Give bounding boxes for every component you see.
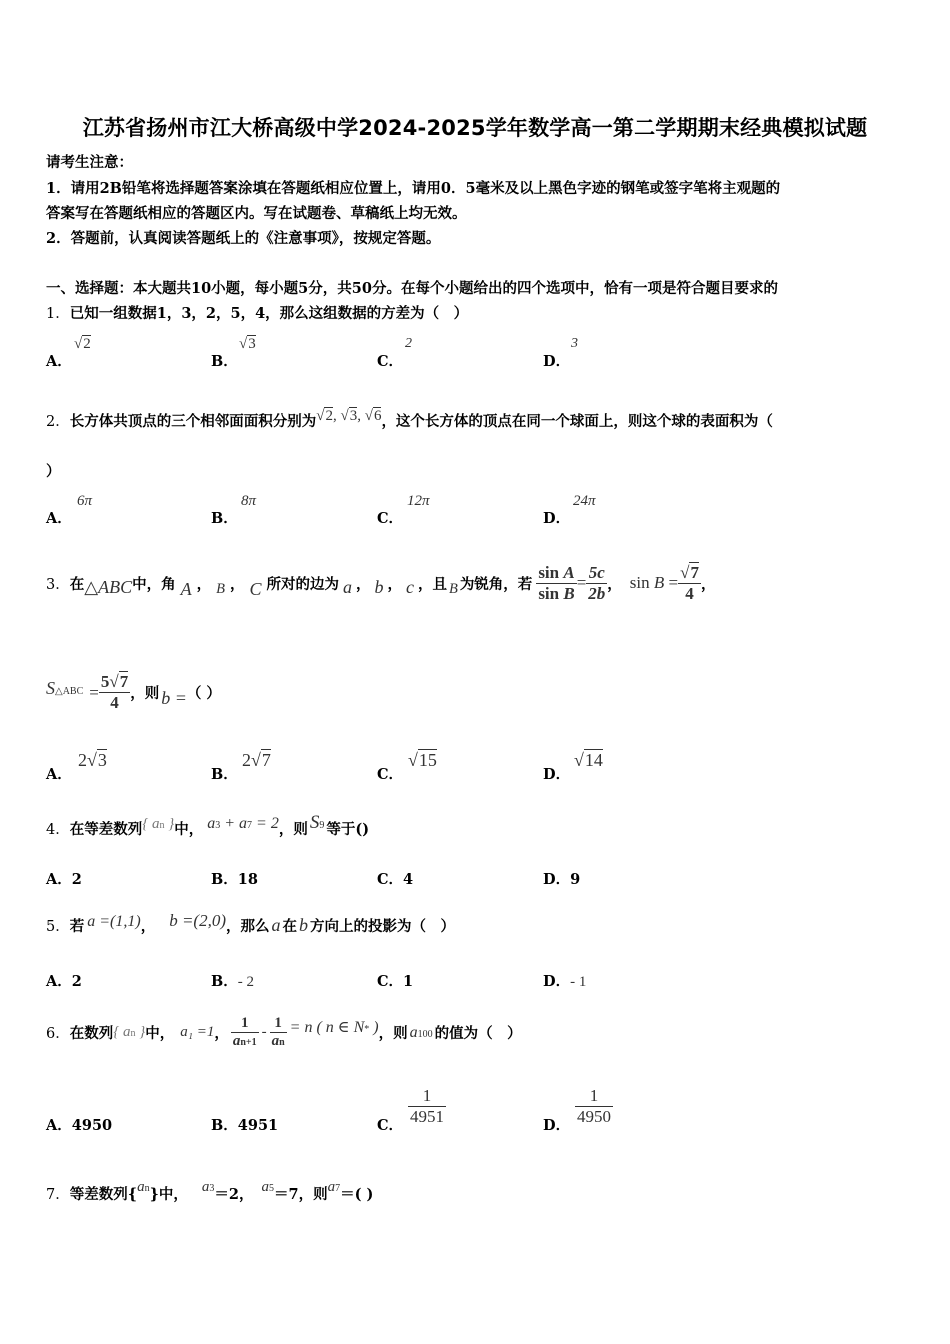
- notice-line-2: 2．答题前，认真阅读答题纸上的《注意事项》，按规定答题。: [46, 230, 441, 247]
- question-text: 已知一组数据1，3，2，5，4，那么这组数据的方差为（ ）: [69, 305, 469, 322]
- option-q2-a: 6π: [77, 493, 93, 509]
- option-q3-d: √14: [574, 750, 603, 770]
- option-label-d: D．: [543, 766, 571, 783]
- option-label-d: D．: [543, 1117, 571, 1134]
- sine-ratio-fraction: $\frac{\text{sin A}}{\text{sin B}}$: [538, 562, 575, 603]
- option-label-d: D．: [543, 510, 571, 527]
- question-3-cont: S△ABC = $\frac{5√7}{4}$ ，则 b = （ ）: [46, 672, 221, 712]
- question-5: 5． 若 a =(1,1) ， b =(2,0) ，那么 a 在 b 方向上的投影为（ ）: [46, 911, 455, 935]
- option-label-a: A．: [46, 353, 72, 370]
- notice-line-1b: 答案写在答题纸相应的答题区内。写在试题卷、草稿纸上均无效。: [46, 205, 467, 222]
- option-q6-d: $\frac{1}{4950}$: [577, 1086, 611, 1126]
- option-q4-c: C．4: [377, 871, 414, 888]
- question-2-cont: ）: [46, 463, 61, 480]
- option-q1-c: 2: [405, 336, 412, 351]
- notice-line-1a: 1．请用2B铅笔将选择题答案涂填在答题纸相应位置上，请用0．5毫米及以上黑色字迹的钢笔或签字笔将主观题的: [46, 180, 781, 197]
- first-term: a₁ =1: [180, 1024, 215, 1040]
- option-q2-c: 12π: [407, 493, 430, 509]
- option-q6-b: B．4951: [211, 1117, 279, 1134]
- option-label-a: A．: [46, 766, 72, 783]
- option-q4-d: D．9: [543, 871, 581, 888]
- option-label-c: C．: [377, 1117, 404, 1134]
- vector-a: a =(1,1): [87, 913, 141, 930]
- option-q4-a: A．2: [46, 871, 82, 888]
- question-4: 4． 在等差数列 { an } 中， a3 + a7 = 2 ，则 S9 等于(): [46, 812, 370, 838]
- option-q2-b: 8π: [241, 493, 257, 509]
- question-7: 7． 等差数列{ an }中， a3 ＝2， a5 ＝7，则 a7 ＝( ): [46, 1178, 374, 1203]
- option-q5-b: B．- 2: [211, 973, 255, 990]
- option-q1-d: 3: [571, 336, 578, 351]
- recurrence-fraction-1: $\frac{1}{an+1}$: [232, 1015, 257, 1049]
- recurrence-fraction-2: $\frac{1}{an}$: [271, 1015, 285, 1049]
- question-6: 6． 在数列 { an } 中， a₁ =1 ， $\frac{1}{an+1}$ - $\frac{1}{an}$ = n ( n ∈ N* ) ，则 a100 的值为（ ）: [46, 1015, 522, 1049]
- option-label-b: B．: [211, 510, 238, 527]
- sum-condition: a3 + a7 = 2: [207, 815, 279, 832]
- face-areas: √2, √3, √6: [316, 408, 382, 424]
- question-3: 3． 在 △ABC 中，角 A ， B ， C 所对的边为 a ， b ， c ，且 B 为锐角，若 $\frac{\text{sin A}}{\text{sin B}}$ = $\frac{5c}{2b}$ ， sin B = $\frac{√7}{4}$ ，: [46, 562, 716, 603]
- option-q3-c: √15: [408, 750, 437, 770]
- option-label-b: B．: [211, 353, 238, 370]
- option-q4-b: B．18: [211, 871, 258, 888]
- option-q2-d: 24π: [573, 493, 596, 509]
- option-q5-a: A．2: [46, 973, 82, 990]
- area-fraction: $\frac{5√7}{4}$: [100, 672, 129, 712]
- vector-b: b =(2,0): [169, 911, 226, 930]
- question-1: [46, 302, 468, 323]
- area-symbol: S△ABC: [46, 678, 84, 698]
- option-q1-b: √3: [239, 336, 256, 352]
- page-title: 江苏省扬州市江大桥高级中学2024-2025学年数学高一第二学期期末经典模拟试题: [82, 116, 868, 140]
- option-q6-c: $\frac{1}{4951}$: [410, 1086, 444, 1126]
- option-q5-d: D．- 1: [543, 973, 587, 990]
- question-2: 2．长方体共顶点的三个相邻面面积分别为√2, √3, √6，这个长方体的顶点在同一个球面上，则这个球的表面积为（: [46, 408, 773, 430]
- recurrence-rhs: = n ( n ∈ N* ): [289, 1018, 379, 1036]
- section-heading: 一、选择题：本大题共10小题，每小题5分，共50分。在每个小题给出的四个选项中，恰有一项是符合题目要求的: [46, 280, 778, 297]
- option-q1-a: √2: [74, 336, 91, 352]
- option-label-b: B．: [211, 766, 238, 783]
- option-label-c: C．: [377, 766, 404, 783]
- option-q3-a: 2√3: [78, 750, 107, 770]
- notice-heading: 请考生注意：: [46, 154, 133, 171]
- option-label-a: A．: [46, 510, 72, 527]
- option-label-d: D．: [543, 353, 571, 370]
- option-label-c: C．: [377, 353, 404, 370]
- option-q6-a: A．4950: [46, 1117, 113, 1134]
- sin-b-fraction: $\frac{√7}{4}$: [680, 562, 699, 603]
- option-q3-b: 2√7: [242, 750, 271, 770]
- question-number: 1．: [46, 306, 70, 322]
- triangle-abc: △ABC: [84, 576, 133, 597]
- option-q5-c: C．1: [377, 973, 414, 990]
- option-label-c: C．: [377, 510, 404, 527]
